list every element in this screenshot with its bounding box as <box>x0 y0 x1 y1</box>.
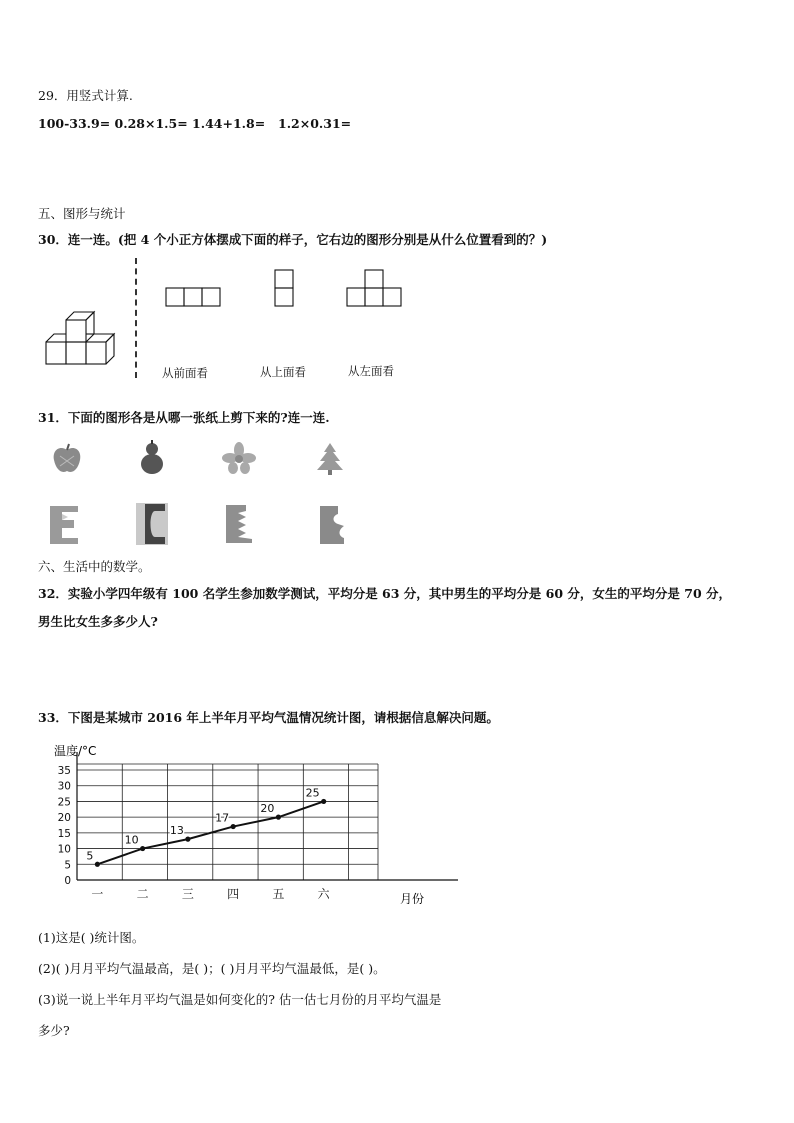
q31-tree-icon <box>316 442 344 476</box>
q31-paper-zigzag-icon <box>224 503 254 545</box>
q31-gourd-icon <box>137 440 167 476</box>
q33-title: 33．下图是某城市 2016 年上半年月平均气温情况统计图，请根据信息解决问题。 <box>38 710 499 725</box>
q31-paper-c-icon <box>135 502 169 546</box>
chart-data-labels <box>86 786 319 862</box>
section6-heading: 六、生活中的数学。 <box>38 559 151 574</box>
q29-expressions: 100-33.9= 0.28×1.5= 1.44+1.8= <box>38 116 266 131</box>
q30-view-two-stacked <box>274 269 296 309</box>
chart-data-label: 17 <box>215 811 230 825</box>
q30-title: 30．连一连。(把 4 个小正方体摆成下面的样子，它右边的图形分别是从什么位置看到的？) <box>38 232 548 247</box>
q30-label-top: 从上面看 <box>260 365 306 379</box>
q30-view-three-in-row <box>165 287 223 307</box>
q30-dashed-divider <box>135 258 137 378</box>
chart-x-tick-label: 六 <box>317 887 330 901</box>
chart-point <box>321 799 326 804</box>
chart-x-tick-label: 三 <box>181 887 194 901</box>
q31-title: 31．下面的图形各是从哪一张纸上剪下来的?连一连. <box>38 410 330 425</box>
chart-y-axis-label: 温度/°C <box>54 744 97 758</box>
chart-y-tick-label: 5 <box>64 859 71 872</box>
chart-y-tick-label: 35 <box>57 765 71 777</box>
chart-y-tick-label: 15 <box>57 827 71 840</box>
temperature-line-chart <box>40 738 480 918</box>
chart-y-tick-label: 20 <box>57 812 71 825</box>
chart-x-tick-label: 一 <box>91 887 104 901</box>
q29-expression-last: 1.2×0.31= <box>278 116 352 131</box>
q31-apple-icon <box>50 442 84 476</box>
q31-paper-e-icon <box>48 504 80 546</box>
chart-data-label: 10 <box>124 833 139 847</box>
chart-data-label: 20 <box>260 802 275 816</box>
q31-flower-icon <box>222 442 256 474</box>
q30-label-left: 从左面看 <box>348 364 394 378</box>
q33-sub1: (1)这是( )统计图。 <box>38 930 145 945</box>
q32-line1: 32．实验小学四年级有 100 名学生参加数学测试，平均分是 63 分，其中男生的平均分是 60 分，女生的平均分是 70 分， <box>38 586 731 601</box>
chart-axes <box>77 752 458 880</box>
q33-sub2: (2)( )月月平均气温最高，是( )；( )月月平均气温最低，是( )。 <box>38 961 386 976</box>
chart-point <box>276 815 281 820</box>
q33-sub3: (3)说一说上半年月平均气温是如何变化的? 估一估七月份的月平均气温是 <box>38 992 442 1007</box>
chart-point <box>231 824 236 829</box>
q30-cube-solid-figure <box>44 302 126 368</box>
chart-x-tick-labels <box>91 887 330 901</box>
chart-data-label: 25 <box>305 786 320 800</box>
chart-point <box>185 837 190 842</box>
chart-y-tick-label: 30 <box>57 780 71 793</box>
chart-x-tick-label: 二 <box>136 887 149 901</box>
chart-data-label: 5 <box>86 849 94 863</box>
chart-y-tick-label: 0 <box>64 875 71 887</box>
q32-line2: 男生比女生多多少人? <box>38 614 158 629</box>
chart-x-tick-label: 四 <box>227 887 240 901</box>
section5-heading: 五、图形与统计 <box>38 206 126 221</box>
q30-view-t-shape <box>346 269 404 309</box>
chart-y-tick-label: 25 <box>57 796 71 809</box>
q30-label-front: 从前面看 <box>162 366 208 380</box>
chart-x-tick-label: 五 <box>272 887 285 901</box>
chart-point <box>140 846 145 851</box>
q31-paper-notch-icon <box>318 504 346 546</box>
chart-point <box>95 862 100 867</box>
q29-title: 29．用竖式计算. <box>38 88 133 103</box>
chart-y-tick-label: 10 <box>57 843 71 856</box>
chart-y-tick-labels <box>58 765 71 887</box>
q33-sub3-continued: 多少? <box>38 1023 70 1038</box>
chart-x-axis-label: 月份 <box>400 892 425 906</box>
chart-data-label: 13 <box>169 824 184 838</box>
